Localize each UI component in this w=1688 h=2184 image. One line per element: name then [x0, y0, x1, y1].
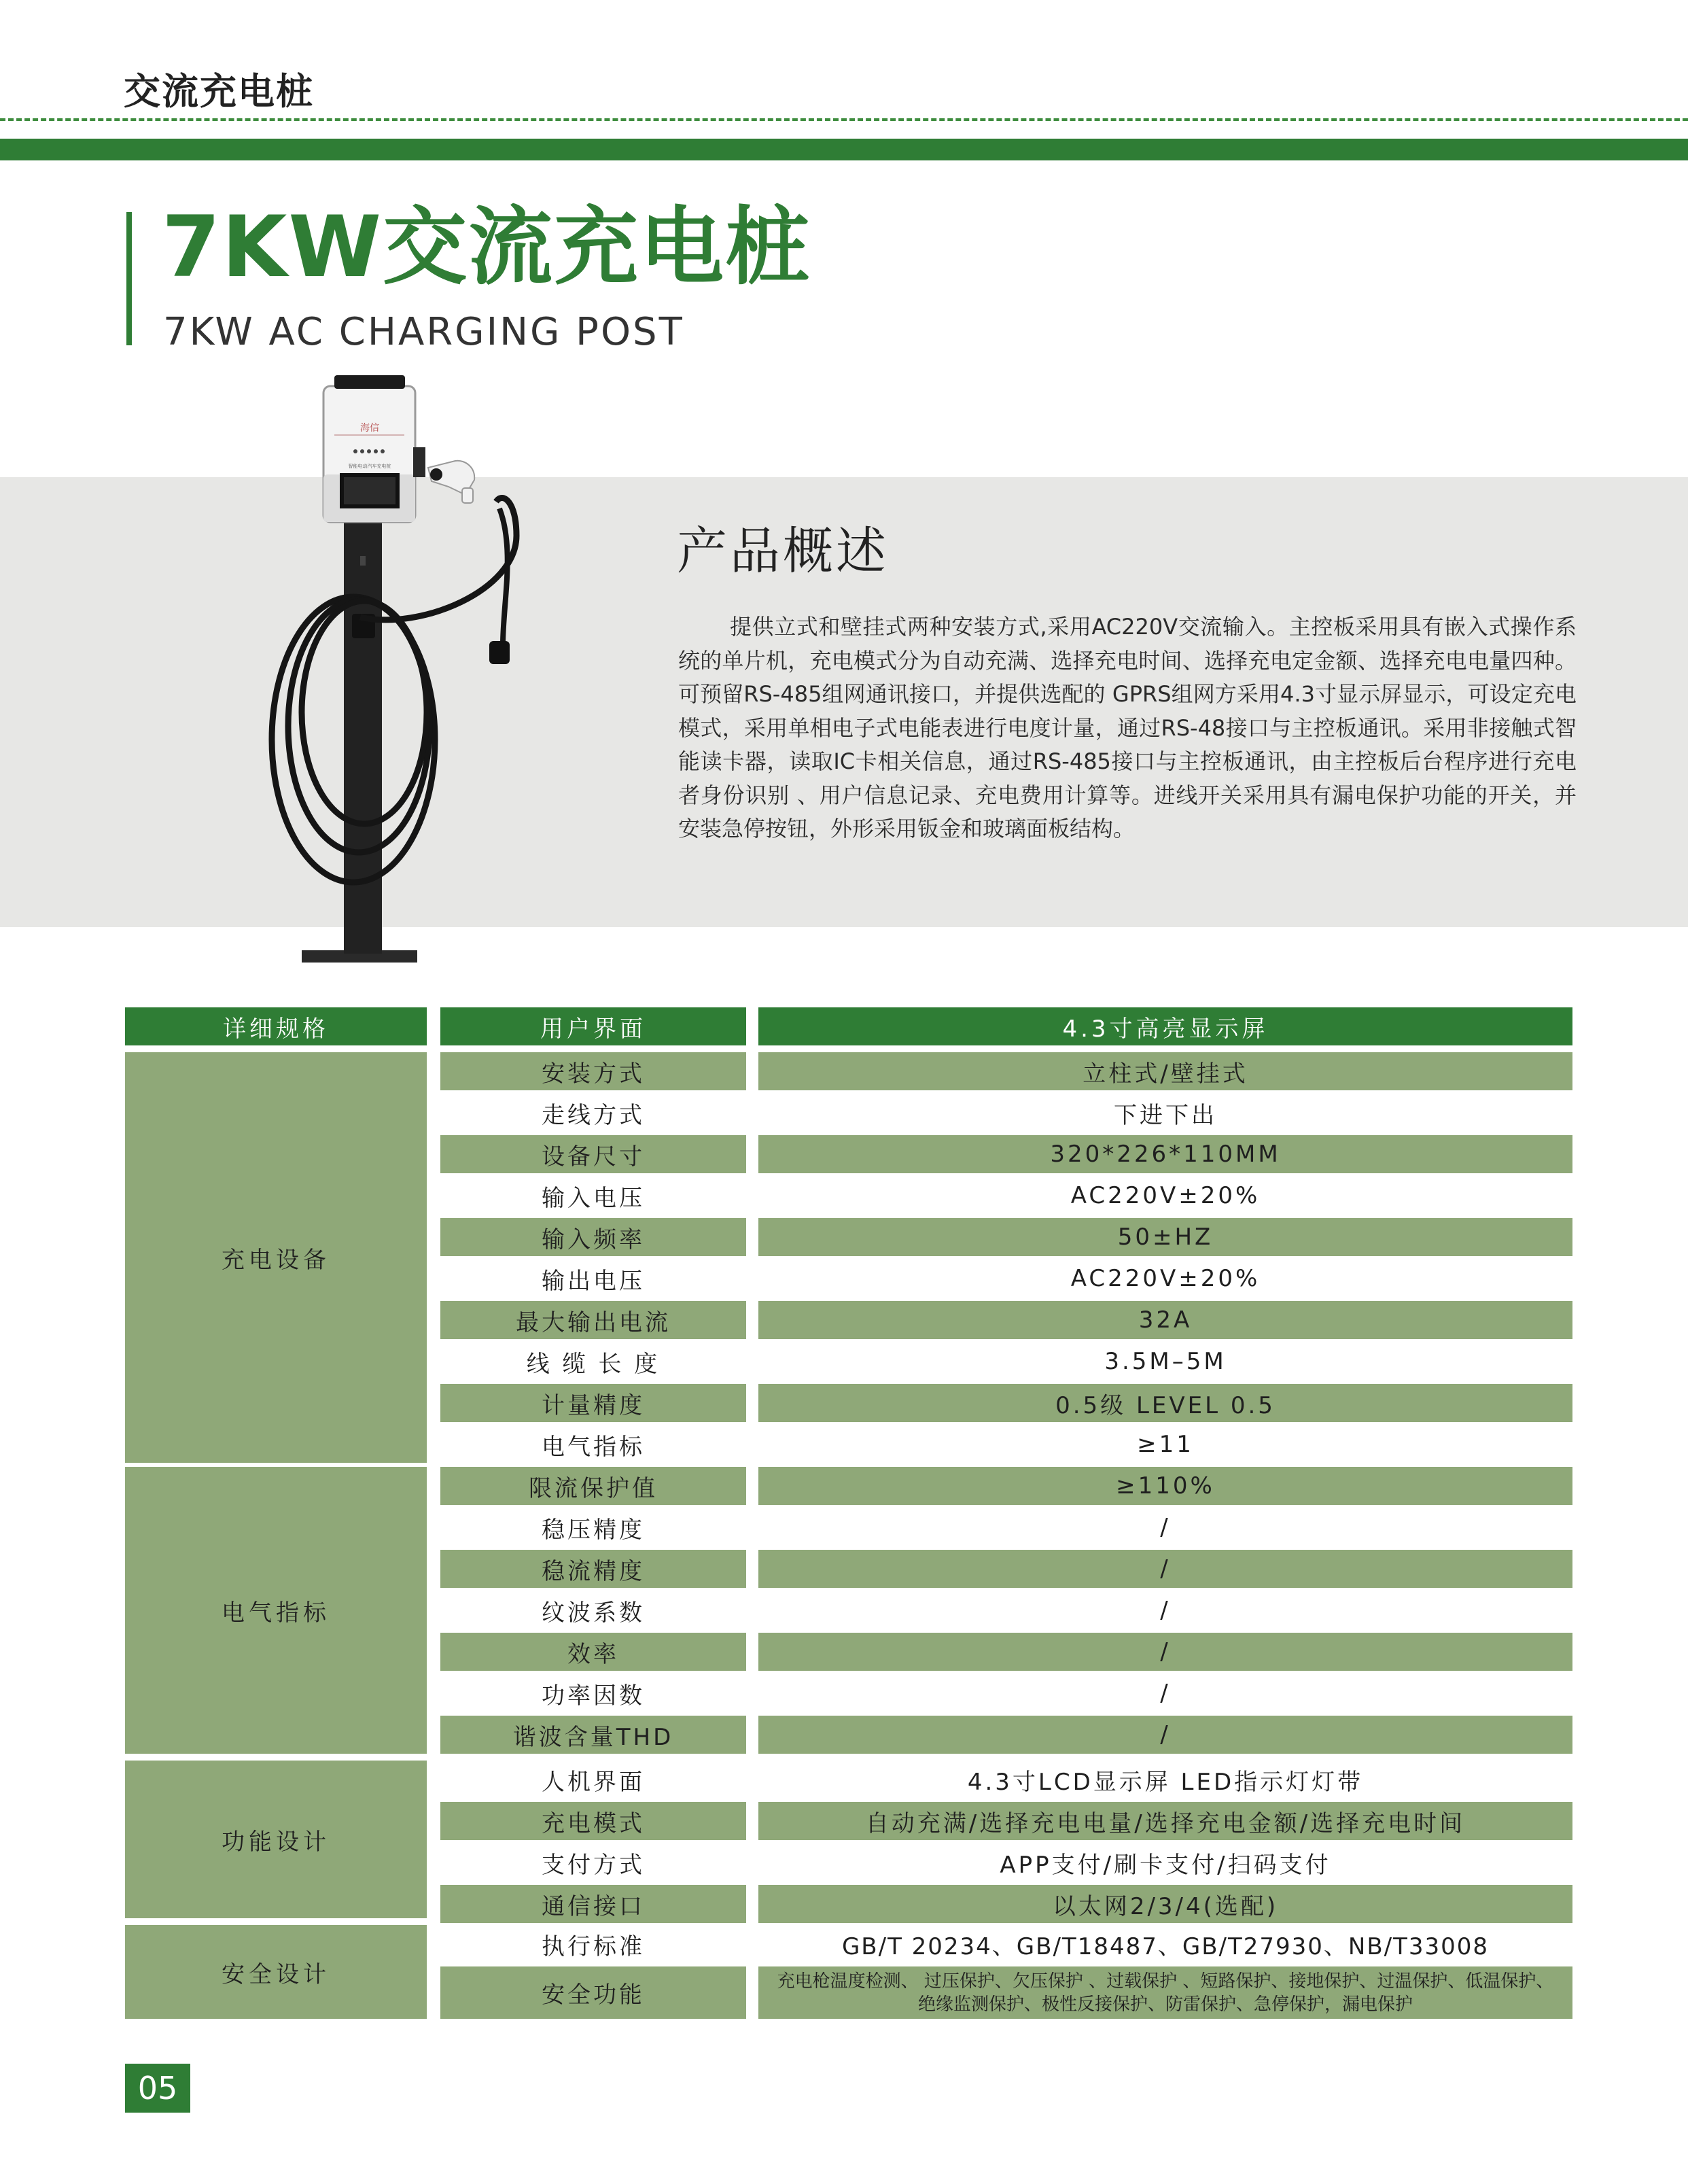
spec-value: AC220V±20%	[1070, 1182, 1261, 1209]
spec-label: 走线方式	[542, 1101, 645, 1129]
page-title: 7KW交流充电桩	[162, 198, 811, 296]
spec-category-cell: 安全设计	[125, 1925, 427, 2019]
spec-value: /	[758, 1716, 1572, 1754]
spec-label: 功率因数	[542, 1682, 645, 1710]
spec-row	[125, 1467, 1572, 1505]
spec-label: 执行标准	[542, 1932, 645, 1960]
spec-label: 线 缆 长 度	[526, 1350, 661, 1378]
spec-row	[125, 1843, 1572, 1882]
page-number: 05	[125, 2064, 190, 2113]
spec-value: /	[758, 1550, 1572, 1588]
charger-product-image	[258, 372, 564, 971]
spec-value: ≥11	[1137, 1431, 1194, 1458]
spec-label: 输入频率	[440, 1218, 746, 1256]
spec-value: /	[758, 1633, 1572, 1671]
spec-row	[125, 1885, 1572, 1923]
spec-header-col1: 详细规格	[125, 1007, 427, 1045]
spec-category-cell: 功能设计	[125, 1761, 427, 1918]
spec-table	[125, 1007, 1572, 2019]
spec-value: AC220V±20%	[1070, 1265, 1261, 1292]
spec-row	[125, 1761, 1572, 1799]
spec-row	[125, 1260, 1572, 1298]
spec-row	[125, 1094, 1572, 1132]
spec-value: 320*226*110MM	[758, 1135, 1572, 1173]
spec-label: 输出电压	[542, 1267, 645, 1295]
spec-label: 限流保护值	[440, 1467, 746, 1505]
spec-label: 设备尺寸	[440, 1135, 746, 1173]
spec-label: 电气指标	[542, 1433, 645, 1461]
spec-row	[125, 1135, 1572, 1173]
spec-label: 输入电压	[542, 1184, 645, 1212]
spec-value: 充电枪温度检测、 过压保护、欠压保护 、过载保护 、短路保护、接地保护、过温保护、低温保护、绝缘监测保护、极性反接保护、防雷保护、急停保护，漏电保护	[758, 1966, 1572, 2019]
spec-row	[125, 1177, 1572, 1215]
spec-row	[125, 1218, 1572, 1256]
spec-value: GB/T 20234、GB/T18487、GB/T27930、NB/T33008	[841, 1932, 1490, 1960]
spec-row	[125, 1508, 1572, 1546]
spec-row	[125, 1425, 1572, 1463]
spec-label: 人机界面	[542, 1768, 645, 1796]
spec-row	[125, 1674, 1572, 1712]
spec-label: 稳压精度	[542, 1516, 645, 1544]
spec-label: 效率	[440, 1633, 746, 1671]
spec-label: 安全功能	[440, 1966, 746, 2019]
spec-label: 支付方式	[542, 1851, 645, 1879]
spec-header-col3: 4.3寸高亮显示屏	[758, 1007, 1572, 1045]
header-dashed-divider	[0, 118, 1688, 121]
spec-value: /	[1160, 1514, 1171, 1541]
title-accent-bar	[126, 212, 132, 345]
section-label: 交流充电桩	[124, 70, 314, 113]
spec-row	[125, 1342, 1572, 1381]
spec-value: 立柱式/壁挂式	[758, 1052, 1572, 1090]
spec-row	[125, 1966, 1572, 2019]
spec-value: 自动充满/选择充电电量/选择充电金额/选择充电时间	[758, 1802, 1572, 1840]
spec-value: ≥110%	[758, 1467, 1572, 1505]
spec-row	[125, 1802, 1572, 1840]
spec-value: APP支付/刷卡支付/扫码支付	[1000, 1851, 1331, 1879]
spec-label: 安装方式	[440, 1052, 746, 1090]
spec-value: 50±HZ	[758, 1218, 1572, 1256]
spec-value: 以太网2/3/4(选配)	[758, 1885, 1572, 1923]
spec-value: 下进下出	[1114, 1101, 1217, 1129]
spec-value: /	[1160, 1597, 1171, 1624]
spec-label: 谐波含量THD	[440, 1716, 746, 1754]
spec-row	[125, 1591, 1572, 1629]
spec-header-col2: 用户界面	[440, 1007, 746, 1045]
spec-label: 纹波系数	[542, 1599, 645, 1627]
page-subtitle-en: 7KW AC CHARGING POST	[163, 310, 684, 354]
spec-value: 3.5M–5M	[1104, 1348, 1227, 1375]
spec-row	[125, 1925, 1572, 1963]
spec-row	[125, 1384, 1572, 1422]
spec-label: 充电模式	[440, 1802, 746, 1840]
spec-label: 最大输出电流	[440, 1301, 746, 1339]
spec-row	[125, 1633, 1572, 1671]
charger-brand-text: 海信	[360, 423, 379, 434]
spec-value: 4.3寸LCD显示屏 LED指示灯灯带	[967, 1768, 1364, 1796]
intro-heading: 产品概述	[677, 522, 889, 580]
spec-row	[125, 1301, 1572, 1339]
spec-category-cell: 电气指标	[125, 1467, 427, 1754]
spec-value: 0.5级 LEVEL 0.5	[758, 1384, 1572, 1422]
intro-paragraph: 提供立式和壁挂式两种安装方式,采用AC220V交流输入。主控板采用具有嵌入式操作系统的单片机，充电模式分为自动充满、选择充电时间、选择充电定金额、选择充电电量四种。可预留RS-485组网通讯接口，并提供选配的 GPRS组网方采用4.3寸显示屏显示，可设定充电模式，采用单相电子式电能表进行电度计量，通过RS-48接口与主控板通讯。采用非接触式智能读卡器，读取IC卡相关信息，通过RS-485接口与主控板通讯，由主控板后台程序进行充电者身份识别 、用户信息记录、充电费用计算等。进线开关采用具有漏电保护功能的开关，并安装急停按钮，外形采用钣金和玻璃面板结构。	[678, 614, 1577, 842]
spec-row	[125, 1550, 1572, 1588]
spec-row	[125, 1052, 1572, 1090]
spec-row	[125, 1716, 1572, 1754]
charger-caption-text: 智能电动汽车充电桩	[348, 464, 391, 469]
header-green-band	[0, 139, 1688, 160]
spec-category-cell: 充电设备	[125, 1052, 427, 1463]
spec-label: 通信接口	[440, 1885, 746, 1923]
spec-value: 32A	[758, 1301, 1572, 1339]
spec-value: /	[1160, 1680, 1171, 1707]
spec-label: 稳流精度	[440, 1550, 746, 1588]
spec-label: 计量精度	[440, 1384, 746, 1422]
